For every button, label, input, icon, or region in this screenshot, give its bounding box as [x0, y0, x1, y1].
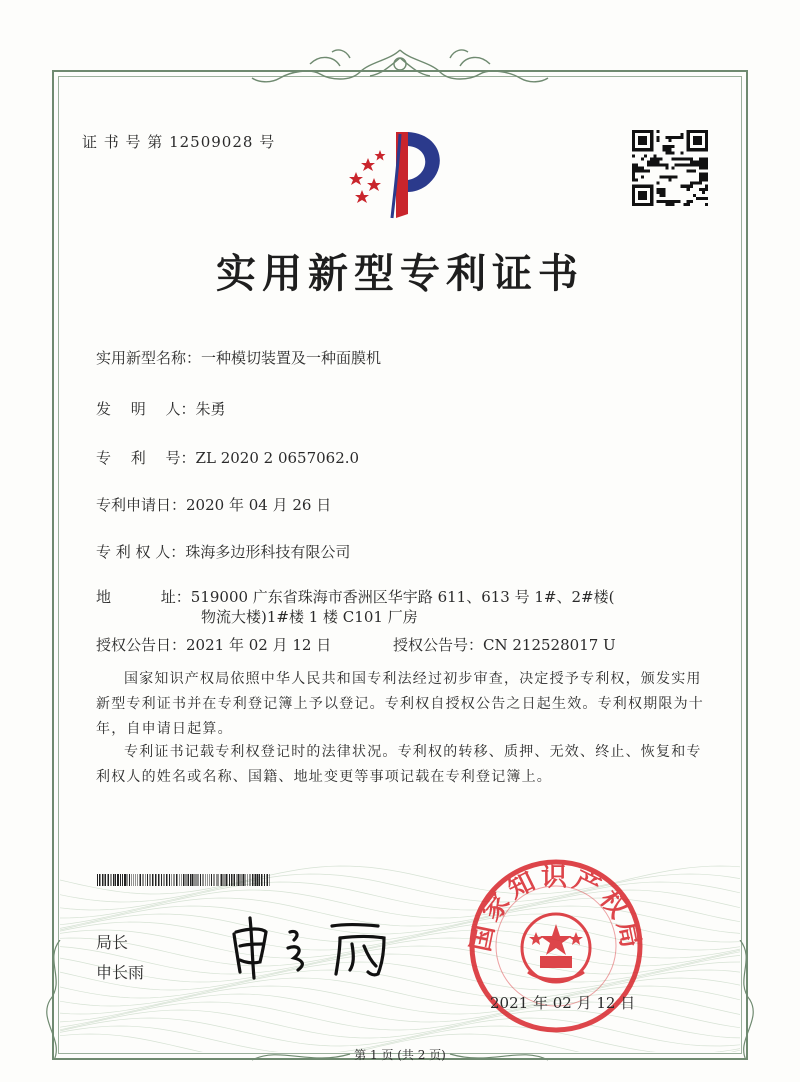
filing-date-label: 专利申请日： [96, 496, 187, 514]
address-value-line2: 物流大楼)1#楼 1 楼 C101 厂房 [201, 608, 418, 626]
svg-text:国家知识产权局: 国家知识产权局 [466, 862, 646, 954]
utility-model-name-row [96, 347, 381, 368]
right-side-ornament [730, 940, 760, 1060]
patent-holder-label: 专 利 权 人： [96, 543, 186, 561]
grant-number-value: CN 212528017 U [483, 636, 616, 654]
inventor-row [96, 398, 226, 419]
barcode [97, 874, 272, 886]
top-ornament [250, 44, 550, 88]
qr-code-icon [632, 130, 708, 206]
grant-date-label: 授权公告日： [96, 636, 187, 654]
left-side-ornament [40, 940, 70, 1060]
patent-holder-row [96, 541, 350, 562]
address-row [96, 586, 614, 607]
inventor-label: 发 明 人： [96, 400, 196, 418]
page-number: 第 1 页 (共 2 页) [354, 1048, 446, 1062]
inventor-value: 朱勇 [195, 400, 226, 418]
filing-date-row [96, 494, 331, 515]
cnipa-logo [338, 128, 448, 223]
patent-number-row [96, 447, 359, 468]
legal-paragraph-1: 国家知识产权局依照中华人民共和国专利法经过初步审查，决定授予专利权，颁发实用新型专利证书并在专利登记簿上予以登记。专利权自授权公告之日起生效。专利权期限为十年，自申请日起算。 [96, 671, 704, 737]
patent-number-label: 专 利 号： [96, 449, 196, 467]
certificate-number: 证 书 号 第 12509028 号 [82, 133, 276, 151]
legal-paragraph-2: 专利证书记载专利权登记时的法律状况。专利权的转移、质押、无效、终止、恢复和专利权人的姓名或名称、国籍、地址变更等事项记载在专利登记簿上。 [96, 744, 702, 785]
certificate-title: 实用新型专利证书 [216, 250, 584, 297]
patent-number-value: ZL 2020 2 0657062.0 [195, 449, 360, 467]
officer-title: 局长 [96, 933, 129, 952]
grant-date-row [96, 634, 331, 655]
grant-number-row [393, 634, 616, 655]
signature [228, 912, 398, 980]
seal-date: 2021 年 02 月 12 日 [490, 994, 636, 1012]
address-label: 地 址： [96, 588, 191, 606]
patent-holder-value: 珠海多边形科技有限公司 [185, 543, 351, 561]
address-value-line1: 519000 广东省珠海市香洲区华宇路 611、613 号 1#、2#楼( [190, 588, 615, 606]
officer-name: 申长雨 [96, 963, 145, 982]
filing-date-value: 2020 年 04 月 26 日 [186, 496, 332, 514]
grant-number-label: 授权公告号： [393, 636, 484, 654]
name-label: 实用新型名称： [96, 349, 202, 367]
grant-date-value: 2021 年 02 月 12 日 [186, 636, 332, 654]
name-value: 一种模切装置及一种面膜机 [201, 349, 382, 367]
